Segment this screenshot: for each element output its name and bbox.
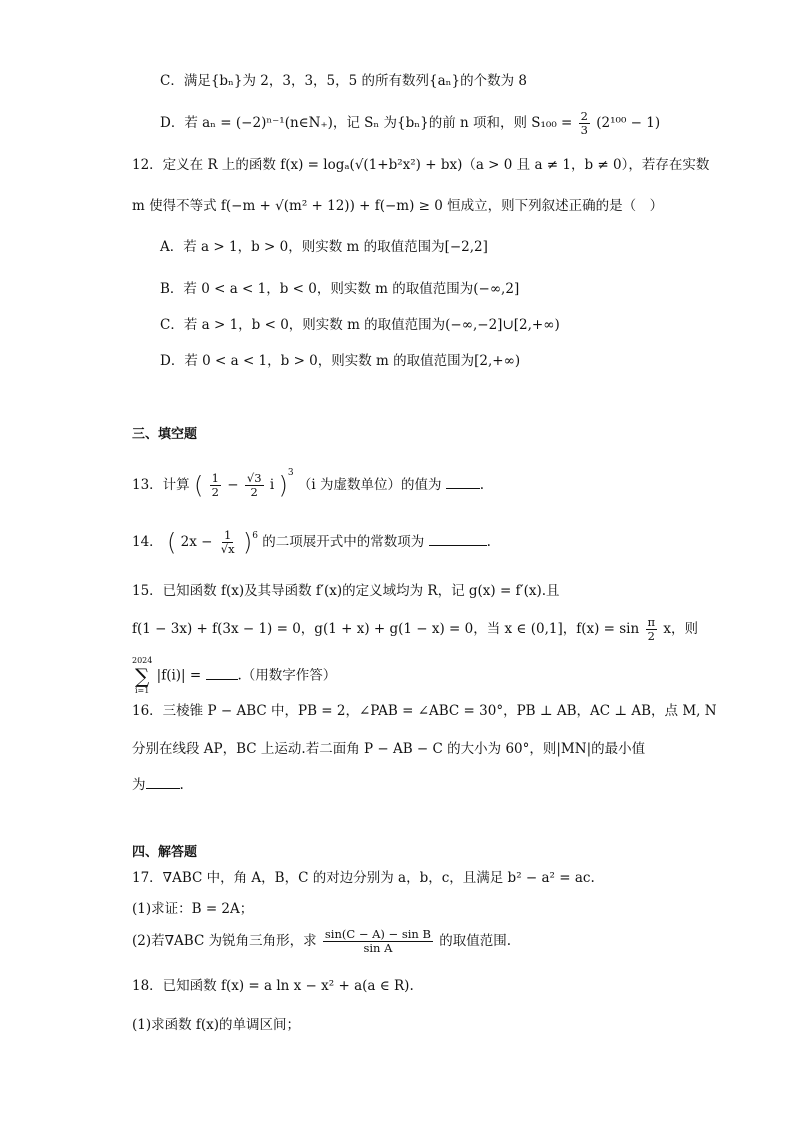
q14-lead: 2x − <box>180 534 213 550</box>
q17-part2-fraction <box>323 928 433 955</box>
q14-answer-blank[interactable] <box>429 533 487 546</box>
q15-sum <box>132 656 152 696</box>
q17-stem: 17．∇ABC 中，角 A，B，C 的对边分别为 a，b，c，且满足 b² − a² = ac. <box>132 870 595 886</box>
q15-sum-lower: i=1 <box>135 686 150 695</box>
q14-prefix: 14． <box>132 534 163 550</box>
q15-line3 <box>132 656 337 695</box>
q16-line3-text: 为 <box>132 777 146 793</box>
q13-frac1-num: 1 <box>211 471 219 485</box>
q15-line2-a: f(1 − 3x) + f(3x − 1) = 0，g(1 + x) + g(1 − x) = 0，当 x ∈ (0,1]，f(x) = sin <box>132 621 640 637</box>
q17-part1: (1)求证：B = 2A； <box>132 901 254 917</box>
q16-line3 <box>132 774 184 796</box>
q18-stem: 18．已知函数 f(x) = a ln x − x² + a(a ∈ R). <box>132 978 414 994</box>
q11-option-d <box>160 110 660 137</box>
q14-power: 6 <box>252 531 258 541</box>
q11-d-prefix: D．若 aₙ = (−2)ⁿ⁻¹(n∈N₊)，记 Sₙ 为{bₙ}的前 n 项和，则 S₁₀₀ = <box>160 115 573 131</box>
q13-end: . <box>479 477 485 493</box>
q15-line2-b: x，则 <box>663 621 698 637</box>
section-title-fill-in: 三、填空题 <box>132 427 198 442</box>
q15-sum-tail: .（用数字作答） <box>237 667 337 684</box>
q12-stem-line1: 12．定义在 R 上的函数 f(x) = logₐ(√(1+b²x²) + bx)（a > 0 且 a ≠ 1，b ≠ 0），若存在实数 <box>132 157 710 173</box>
q13-frac2-den: 2 <box>250 485 258 499</box>
q14-close-paren: ) <box>242 528 253 557</box>
q12-option-c: C．若 a > 1，b < 0，则实数 m 的取值范围为(−∞,−2]∪[2,+∞) <box>160 317 560 333</box>
q16-line2: 分别在线段 AP，BC 上运动.若二面角 P − AB − C 的大小为 60°，则|MN|的最小值 <box>132 741 646 757</box>
q15-line2-frac <box>646 616 658 643</box>
q15-sum-symbol: ∑ <box>135 664 150 688</box>
q12-stem-line2: m 使得不等式 f(−m + √(m² + 12)) + f(−m) ≥ 0 恒成立，则下列叙述正确的是（ ） <box>132 198 664 214</box>
q13-suffix: （i 为虚数单位）的值为 <box>297 477 442 493</box>
q13-frac1-den: 2 <box>211 485 219 499</box>
q14-suffix: 的二项展开式中的常数项为 <box>262 534 425 550</box>
q12-option-d: D．若 0 < a < 1，b > 0，则实数 m 的取值范围为[2,+∞) <box>160 353 521 369</box>
q11-d-frac-num: 2 <box>580 109 588 123</box>
q11-d-suffix: (2¹⁰⁰ − 1) <box>596 115 661 131</box>
q13-answer-blank[interactable] <box>446 476 480 489</box>
q15-line1: 15．已知函数 f(x)及其导函数 f′(x)的定义域均为 R，记 g(x) = f′(x).且 <box>132 583 560 599</box>
q15-answer-blank[interactable] <box>206 667 238 680</box>
q13-close-paren: ) <box>278 471 288 500</box>
q16-answer-blank[interactable] <box>146 776 180 789</box>
q15-sum-upper: 2024 <box>132 656 153 665</box>
q15-frac-den: 2 <box>647 629 655 643</box>
q16-end: . <box>179 777 184 793</box>
q13-frac1 <box>210 472 221 499</box>
q13-i: i <box>269 477 275 493</box>
q17-part2-suffix: 的取值范围. <box>439 933 512 949</box>
q17-frac-den: sin A <box>363 941 393 955</box>
q11-option-c: C．满足{bₙ}为 2，3，3，5，5 的所有数列{aₙ}的个数为 8 <box>160 73 527 89</box>
q13-open-paren: ( <box>193 471 204 500</box>
q13-frac2 <box>245 472 264 499</box>
q14-frac-num: 1 <box>224 528 232 542</box>
q17-frac-num: sin(C − A) − sin B <box>324 927 431 941</box>
q12-option-b: B．若 0 < a < 1，b < 0，则实数 m 的取值范围为(−∞,2] <box>160 281 520 297</box>
q17-part2-prefix: (2)若∇ABC 为锐角三角形，求 <box>132 933 317 949</box>
q14 <box>132 525 491 559</box>
q18-part1: (1)求函数 f(x)的单调区间； <box>132 1017 301 1033</box>
q17-part2 <box>132 928 511 962</box>
q13-minus: − <box>227 477 239 493</box>
q15-line2 <box>132 616 698 648</box>
q14-end: . <box>486 534 491 550</box>
q12-option-a: A．若 a > 1，b > 0，则实数 m 的取值范围为[−2,2] <box>160 239 488 255</box>
q11-d-frac-den: 3 <box>580 123 588 137</box>
q16-line1: 16．三棱锥 P − ABC 中，PB = 2，∠PAB = ∠ABC = 30°，PB ⊥ AB，AC ⊥ AB，点 M, N <box>132 703 717 719</box>
q14-frac-den: √x <box>220 542 235 556</box>
q13-power: 3 <box>287 468 294 478</box>
q15-frac-num: π <box>647 615 656 629</box>
q13-prefix: 13．计算 <box>132 477 190 493</box>
q13 <box>132 462 485 500</box>
q15-sum-body: |f(i)| = <box>156 667 202 684</box>
section-title-solutions: 四、解答题 <box>132 845 198 860</box>
q14-open-paren: ( <box>166 528 177 557</box>
q13-frac2-num: √3 <box>246 471 262 485</box>
q11-d-fraction <box>579 110 590 137</box>
q14-frac <box>219 529 237 556</box>
